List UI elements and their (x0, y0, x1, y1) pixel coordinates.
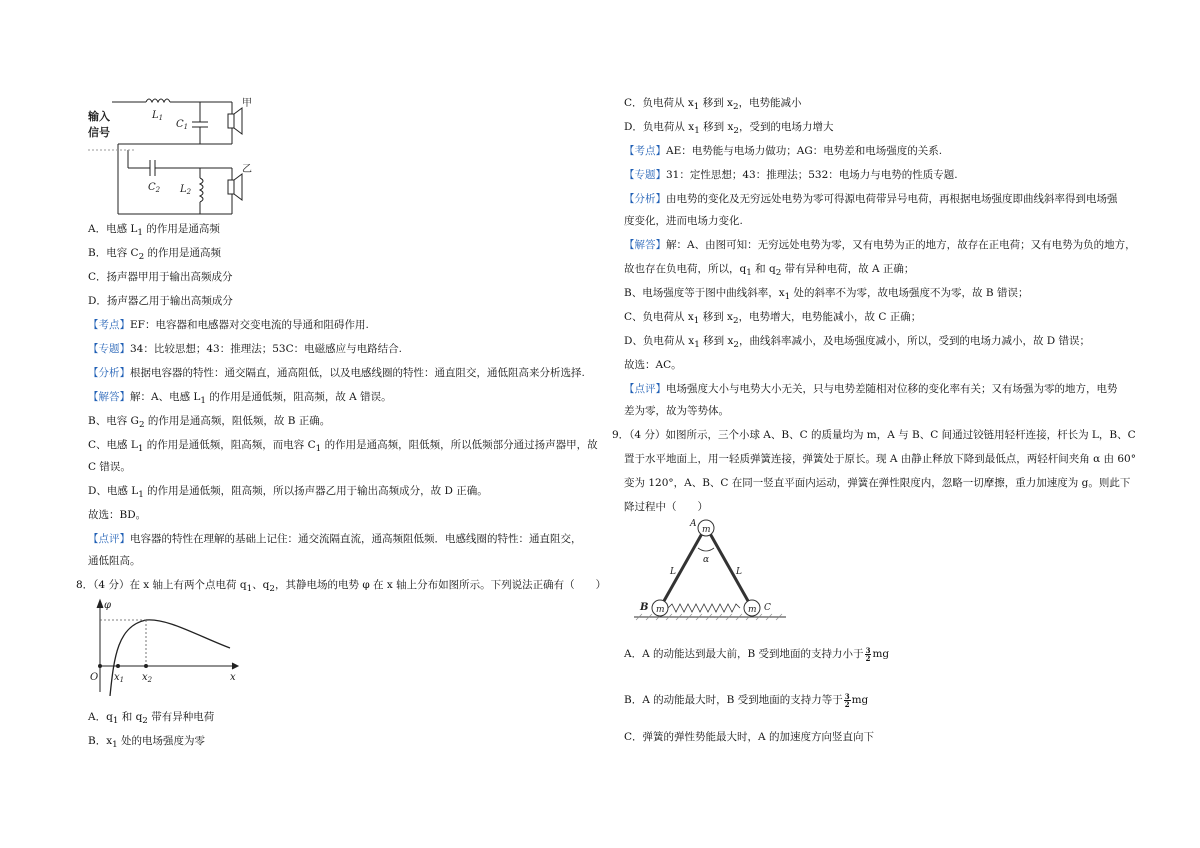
q8-dianping-tag: 【点评】 (624, 383, 666, 395)
q7-a-sub: 1 (137, 228, 143, 239)
q8-jieda-5-post: ，曲线斜率减小，及电场强度减小，所以，受到的电场力减小，故 D 错误； (738, 335, 1091, 347)
jieda-tag: 【解答】 (88, 391, 130, 403)
three-ball-figure (624, 514, 794, 626)
x1-dot (116, 664, 120, 668)
q7-option-a (88, 222, 220, 240)
frac-b-den: 2 (844, 699, 850, 709)
q7-kaodian (88, 318, 369, 332)
kaodian-text: EF：电容器和电感器对交变电流的导通和阻碍作用. (130, 319, 369, 331)
q8-b-pre: B．x (88, 735, 113, 747)
q8-stem-sub2: 2 (269, 584, 275, 595)
q8-jieda-5-pre: D、负电荷从 x (624, 335, 695, 347)
circuit-svg (88, 92, 258, 216)
q8-fenxi-tag: 【分析】 (624, 193, 666, 205)
q8-a-sub2: 2 (142, 716, 148, 727)
x2-label (142, 672, 153, 684)
q7-c-pre: C．扬声器甲用于输出高频成分 (88, 271, 233, 283)
origin-label: O (90, 672, 99, 683)
label-L1-main: L (152, 110, 159, 121)
q8-d-pre: D．负电荷从 x (624, 121, 695, 133)
label-C1-main: C (176, 119, 184, 130)
jieda-4-post: 的作用是通低频，阻高频，所以扬声器乙用于输出高频成分，故 D 正确。 (143, 485, 488, 497)
label-L2-sub: 2 (186, 188, 192, 196)
jieda-2-pre: B、电容 G (88, 415, 139, 427)
q8-jieda-3-pre: B、电场强度等于图中曲线斜率，x (624, 287, 785, 299)
jieda-3-post: 的作用是通高频，阻低频，所以低频部分通过扬声器甲，故 (321, 439, 598, 451)
frac-a-num: 3 (865, 645, 871, 655)
q9-a-pre: A．A 的动能达到最大前，B 受到地面的支持力小于 (624, 648, 864, 660)
frac-a-den: 2 (865, 653, 871, 663)
q7-dianping-1 (88, 532, 582, 546)
q8-d-sub2: 2 (733, 126, 739, 137)
x2-dot (144, 664, 148, 668)
q8-b-post: 处的电场强度为零 (117, 735, 206, 747)
q8-b-sub: 1 (112, 740, 118, 751)
q8-c-pre: C．负电荷从 x (624, 97, 694, 109)
jieda-1-post: 的作用是通低频，阻高频，故 A 错误。 (205, 391, 392, 403)
q9-stem-1: 9．（4 分）如图所示，三个小球 A、B、C 的质量均为 m，A 与 B、C 间通过铰链用轻杆连接，杆长为 L，B、C (612, 429, 1136, 441)
q7-d-pre: D．扬声器乙用于输出高频成分 (88, 295, 233, 307)
q8-c-sub2: 2 (732, 102, 739, 113)
fraction-3-2-a (865, 647, 872, 662)
q8-jieda-3 (624, 286, 1028, 304)
q8-option-b (88, 734, 205, 752)
q9-stem-3: 变为 120°，A、B、C 在同一竖直平面内运动，弹簧在弹性限度内，忽略一切摩擦，重力加速度为 g。则此下 (624, 477, 1131, 489)
phi-label: φ (104, 600, 112, 611)
label-L2-main: L (180, 184, 187, 195)
zhuanti-tag: 【专题】 (88, 343, 130, 355)
q8-kaodian-text: AE：电势能与电场力做功；AG：电势差和电场强度的关系. (666, 145, 943, 157)
q9-a-post: mg (872, 648, 890, 660)
jieda-2-sub: 2 (138, 420, 145, 431)
label-A: A (690, 519, 697, 529)
frac-b-num: 3 (844, 691, 850, 701)
label-L1 (151, 110, 163, 122)
q8-dianping-1 (624, 382, 1118, 396)
fraction-3-2-b (844, 693, 851, 708)
q8-jieda-5-sub1: 1 (694, 340, 700, 351)
q8-fenxi-1-text: 由电势的变化及无穷远处电势为零可得源电荷带异号电荷，再根据电场强度即曲线斜率得到电场强 (666, 193, 1118, 205)
q7-jieda-2 (88, 414, 330, 432)
x2-main: x (142, 672, 148, 683)
q8-a-pre: A．q (88, 711, 113, 723)
q7-fenxi (88, 366, 585, 380)
q8-stem (76, 578, 606, 596)
q8-a-sub1: 1 (112, 716, 119, 727)
q7-jieda-3-cont (88, 460, 131, 474)
speaker-b-label: 乙 (242, 164, 252, 175)
origin-dot (98, 664, 102, 668)
q8-a-post: 带有异种电荷 (147, 711, 215, 723)
q8-jieda-4-post: ，电势增大，电势能减小，故 C 正确； (738, 311, 922, 323)
q7-option-c (88, 270, 233, 284)
q8-jieda-2 (624, 262, 914, 280)
q8-dianping-1-text: 电场强度大小与电势大小无关，只与电势差随相对位移的变化率有关；又有场强为零的地方，电势 (666, 383, 1118, 395)
input-label-1: 输入 (88, 110, 110, 123)
q9-option-a (624, 644, 889, 664)
q7-b-pre: B．电容 C (88, 247, 139, 259)
label-L-left: L (670, 567, 676, 577)
jieda-2-post: 的作用是通高频，阻低频，故 B 正确。 (144, 415, 331, 427)
q7-jieda-3 (88, 438, 598, 456)
jieda-3-sub: 1 (137, 444, 144, 455)
q8-option-d (624, 120, 833, 138)
q8-jieda-2-mid: 和 q (751, 263, 776, 275)
jieda-3-pre: C、电感 L (88, 439, 138, 451)
q9-option-b (624, 690, 868, 710)
three-ball-svg (624, 514, 794, 626)
q8-jieda-1 (624, 238, 1136, 252)
label-L1-sub: 1 (158, 114, 164, 122)
jieda-3-sub2: 1 (315, 444, 322, 455)
q8-jieda-3-post: 处的斜率不为零，故电场强度不为零，故 B 错误； (790, 287, 1029, 299)
q8-answer: 故选：AC。 (624, 359, 682, 371)
q7-option-b (88, 246, 221, 264)
label-C: C (764, 603, 771, 613)
jieda-4-pre: D、电感 L (88, 485, 139, 497)
x-axis-label: x (230, 672, 236, 683)
q7-b-post: 的作用是通高频 (144, 247, 222, 259)
fenxi-text: 根据电容器的特性：通交隔直，通高阻低，以及电感线圈的特性：通直阻交，通低阻高来分析选择. (130, 367, 585, 379)
jieda-4-sub: 1 (138, 490, 144, 501)
crossover-circuit-figure (88, 92, 258, 216)
q8-jieda-tag: 【解答】 (624, 239, 666, 251)
q8-jieda-5-mid: 移到 x (699, 335, 734, 347)
q8-c-post: ，电势能减小 (738, 97, 802, 109)
q8-option-a (88, 710, 214, 728)
ball-c-m: m (748, 605, 757, 615)
q9-b-pre: B．A 的动能最大时，B 受到地面的支持力等于 (624, 694, 843, 706)
dianping-1: 电容器的特性在理解的基础上记住：通交流隔直流，通高频阻低频．电感线圈的特性：通直阻交， (130, 533, 582, 545)
q8-kaodian-tag: 【考点】 (624, 145, 666, 157)
ball-b-m: m (656, 605, 665, 615)
q8-zhuanti-tag: 【专题】 (624, 169, 666, 181)
q8-jieda-2-post: 带有异种电荷，故 A 正确； (781, 263, 915, 275)
q8-d-sub1: 1 (694, 126, 700, 137)
input-label-2: 信号 (88, 126, 110, 139)
jieda-1-pre: 解：A、电感 L (130, 391, 201, 403)
q8-jieda-4-sub2: 2 (732, 316, 739, 327)
q9-b-post: mg (851, 694, 869, 706)
q8-d-mid: 移到 x (699, 121, 734, 133)
jieda-1-sub: 1 (200, 396, 206, 407)
q8-a-mid: 和 q (118, 711, 143, 723)
q8-zhuanti (624, 168, 958, 182)
ball-a-m: m (702, 525, 711, 535)
jieda-3-mid: 的作用是通低频，阻高频，而电容 C (143, 439, 316, 451)
label-L2 (179, 184, 192, 196)
q7-a-pre: A．电感 L (88, 223, 138, 235)
q8-stem-pre: 8．（4 分）在 x 轴上有两个点电荷 q (76, 579, 247, 591)
x1-main: x (114, 672, 120, 683)
kaodian-tag: 【考点】 (88, 319, 130, 331)
label-C1-sub: 1 (183, 123, 189, 131)
q8-jieda-2-pre: 故也存在负电荷，所以，q (624, 263, 747, 275)
x1-sub: 1 (119, 676, 125, 684)
potential-graph-figure (88, 596, 248, 696)
q7-zhuanti (88, 342, 402, 356)
label-L-right: L (736, 567, 742, 577)
x1-label (114, 672, 124, 684)
q8-d-post: ，受到的电场力增大 (738, 121, 834, 133)
q8-jieda-2-sub2: 2 (775, 268, 782, 279)
q7-dianping-2: 通低阻高。 (88, 555, 141, 567)
zhuanti-text: 34：比较思想；43：推理法；53C：电磁感应与电路结合. (130, 343, 402, 355)
label-alpha: α (703, 555, 710, 565)
q7-a-post: 的作用是通高频 (142, 223, 220, 235)
q8-fenxi-1 (624, 192, 1118, 206)
q8-stem-post: ，其静电场的电势 φ 在 x 轴上分布如图所示。下列说法正确有（ ） (275, 579, 607, 591)
q8-jieda-1-text: 解：A、由图可知：无穷远处电势为零，又有电势为正的地方，故存在正电荷；又有电势为负的地方， (666, 239, 1136, 251)
label-C2 (148, 182, 161, 194)
q9-stem-2: 置于水平地面上，用一轻质弹簧连接，弹簧处于原长。现 A 由静止释放下降到最低点，两轻杆间夹角 α 由 60° (624, 453, 1136, 465)
q8-jieda-3-sub: 1 (784, 292, 791, 303)
fenxi-tag: 【分析】 (88, 367, 130, 379)
label-C1 (176, 119, 188, 131)
dianping-tag: 【点评】 (88, 533, 130, 545)
q7-jieda-1 (88, 390, 392, 408)
q8-c-mid: 移到 x (699, 97, 733, 109)
q7-jieda-4 (88, 484, 488, 502)
q8-jieda-5-sub2: 2 (733, 340, 739, 351)
label-C2-sub: 2 (155, 186, 161, 194)
q8-jieda-5 (624, 334, 1090, 352)
jieda-3-cont: C 错误。 (88, 461, 131, 473)
q7-option-d (88, 294, 233, 308)
q8-dianping-2: 差为零，故为等势体。 (624, 405, 729, 417)
speaker-a-label: 甲 (242, 98, 252, 109)
q8-jieda-2-sub1: 1 (746, 268, 752, 279)
q8-stem-sub1: 1 (246, 584, 253, 595)
q9-option-c: C．弹簧的弹性势能最大时，A 的加速度方向竖直向下 (624, 731, 874, 743)
q8-stem-mid: 、q (252, 579, 270, 591)
potential-graph-svg (88, 596, 248, 696)
q8-zhuanti-text: 31：定性思想；43：推理法；532：电场力与电势的性质专题. (666, 169, 958, 181)
label-C2-main: C (148, 182, 156, 193)
x2-sub: 2 (147, 676, 153, 684)
q8-c-sub1: 1 (693, 102, 700, 113)
q8-fenxi-2: 度变化，进而电场力变化. (624, 215, 743, 227)
q8-jieda-4-mid: 移到 x (699, 311, 733, 323)
q8-kaodian (624, 144, 942, 158)
q7-b-sub: 2 (138, 252, 145, 263)
label-B: B (640, 602, 649, 613)
q8-jieda-4-pre: C、负电荷从 x (624, 311, 694, 323)
q9-stem-4: 降过程中（ ） (624, 501, 708, 513)
q8-option-c (624, 96, 802, 114)
q8-jieda-4-sub1: 1 (693, 316, 700, 327)
q8-jieda-4 (624, 310, 921, 328)
q7-answer: 故选：BD。 (88, 509, 147, 521)
